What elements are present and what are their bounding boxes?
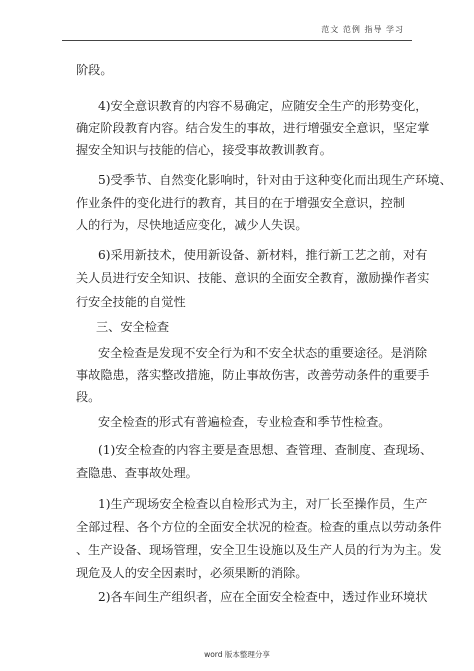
- text-line: 5)受季节、自然变化影响时，针对由于这种变化而出现生产环境、: [98, 173, 452, 187]
- text-line: 行安全技能的自觉性: [76, 295, 186, 309]
- text-line: 阶段。: [76, 63, 113, 77]
- text-line: 关人员进行安全知识、技能、意识的全面安全教育，激励操作者实: [76, 271, 430, 285]
- text-line: 握安全知识与技能的信心，接受事故教训教育。: [76, 143, 332, 157]
- text-line: 6)采用新技术，使用新设备、新材料，推行新工艺之前，对有: [98, 248, 428, 262]
- header-text: 范文 范例 指导 学习: [321, 25, 404, 34]
- text-line: 4)安全意识教育的内容不易确定，应随安全生产的形势变化，: [98, 99, 428, 113]
- text-line: 安全检查的形式有普遍检查，专业检查和季节性检查。: [98, 415, 391, 429]
- text-line: 段。: [76, 390, 101, 404]
- section-heading: 三、安全检查: [96, 320, 170, 334]
- header-divider: [62, 40, 412, 41]
- text-line: (1)安全检查的内容主要是查思想、查管理、查制度、查现场、: [98, 443, 433, 457]
- page-header: [0, 0, 474, 46]
- text-line: 1)生产现场安全检查以自检形式为主，对厂长至操作员，生产: [98, 497, 428, 511]
- text-line: 事故隐患，落实整改措施，防止事故伤害，改善劳动条件的重要手: [76, 368, 430, 382]
- text-line: 全部过程、各个方位的全面安全状况的检查。检查的重点以劳动条件: [76, 520, 442, 534]
- text-line: 作业条件的变化进行的教育，其目的在于增强安全意识，控制: [76, 196, 406, 210]
- text-line: 安全检查是发现不安全行为和不安全状态的重要途径。是消除: [98, 346, 428, 360]
- text-line: 确定阶段教育内容。结合发生的事故，进行增强安全意识，坚定掌: [76, 121, 430, 135]
- text-line: 现危及人的安全因素时，必须果断的消除。: [76, 566, 308, 580]
- text-line: 查隐患、查事故处理。: [76, 466, 198, 480]
- text-line: 、生产设备、现场管理，安全卫生设施以及生产人员的行为为主。发: [76, 543, 442, 557]
- text-line: 2)各车间生产组织者，应在全面安全检查中，透过作业环境状: [98, 590, 428, 604]
- text-line: 人的行为，尽快地适应变化，减少人失误。: [76, 218, 308, 232]
- page-footer: word 版本整理分享: [204, 650, 270, 659]
